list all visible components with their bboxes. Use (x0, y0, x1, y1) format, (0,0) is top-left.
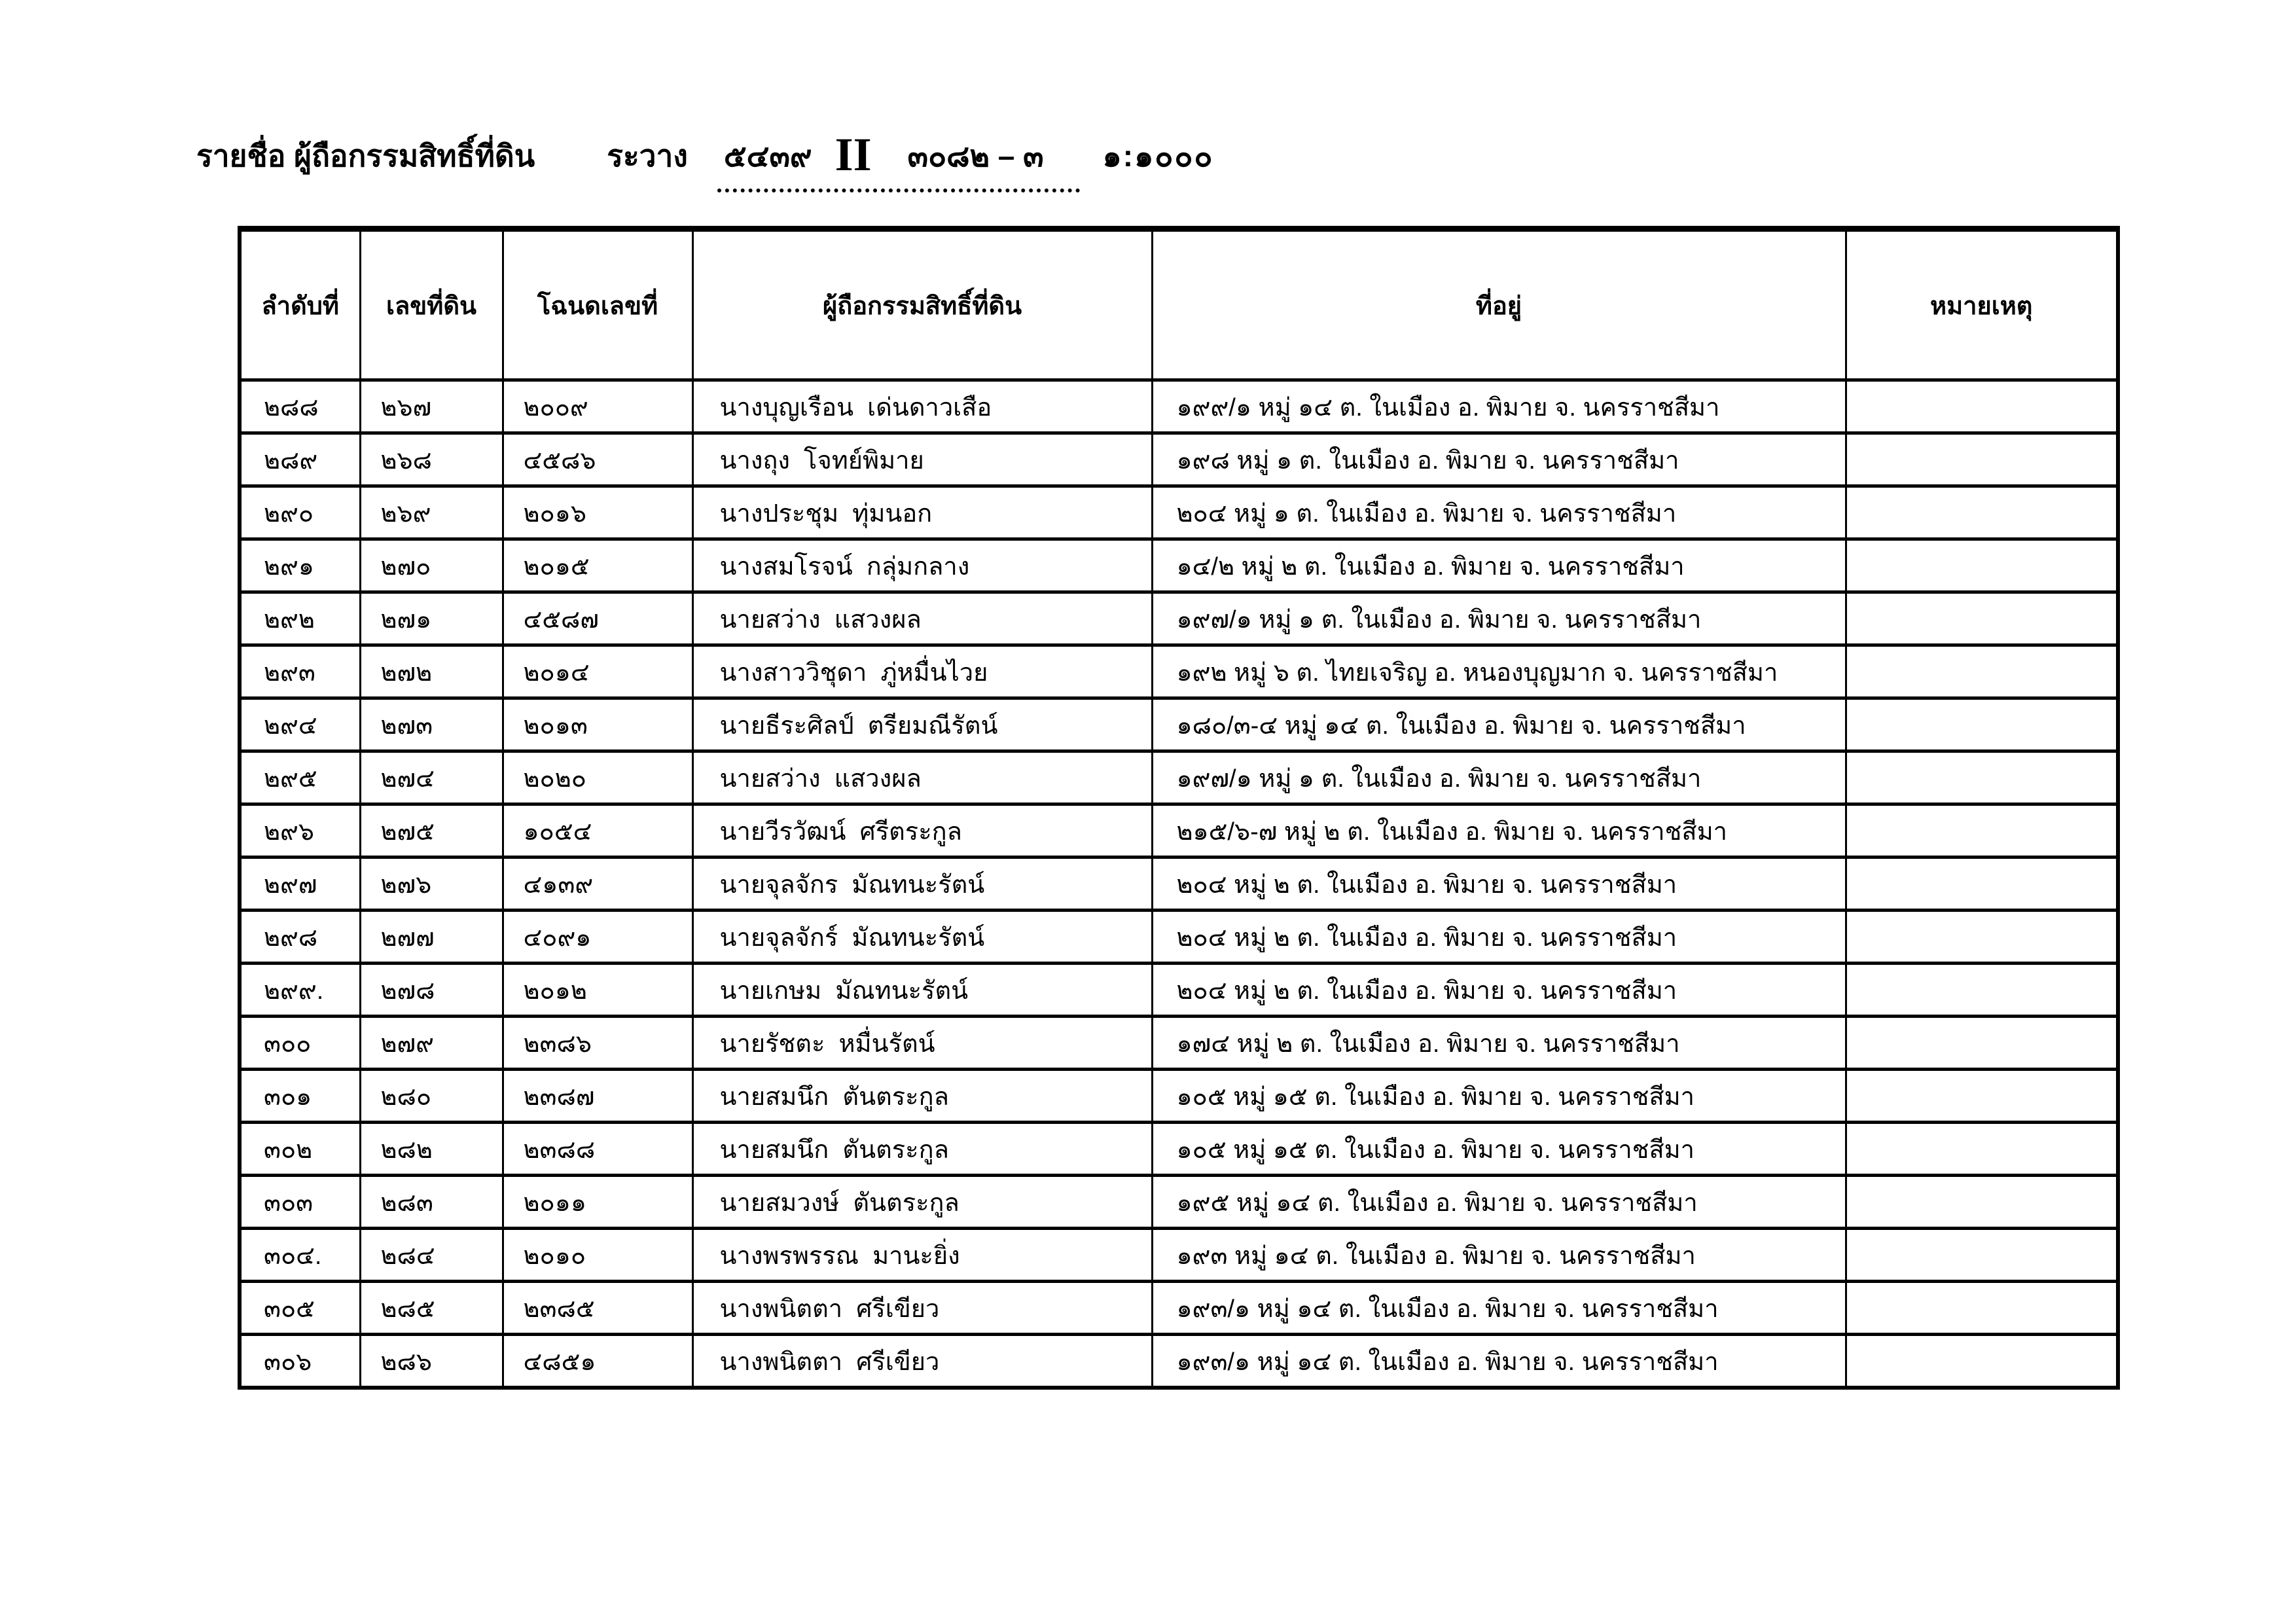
cell-remark (1846, 751, 2118, 804)
cell-remark (1846, 1335, 2118, 1388)
cell-address: ๒๑๕/๖-๗ หมู่ ๒ ต. ในเมือง อ. พิมาย จ. นครราชสีมา (1152, 804, 1846, 857)
cell-address: ๒๐๔ หมู่ ๑ ต. ในเมือง อ. พิมาย จ. นครราชสีมา (1152, 486, 1846, 539)
cell-deed-no: ๒๓๘๘ (503, 1123, 692, 1176)
cell-owner: นายจุลจักร มัณทนะรัตน์ (692, 857, 1152, 911)
cell-land-no: ๒๖๙ (360, 486, 503, 539)
cell-deed-no: ๒๐๑๕ (503, 539, 692, 592)
table-row (240, 911, 2118, 964)
cell-owner: นายสมวงษ์ ตันตระกูล (692, 1176, 1152, 1229)
cell-address: ๑๙๙/๑ หมู่ ๑๔ ต. ในเมือง อ. พิมาย จ. นครราชสีมา (1152, 380, 1846, 433)
cell-deed-no: ๒๐๑๒ (503, 964, 692, 1017)
cell-order-no: ๒๙๖ (240, 804, 360, 857)
cell-land-no: ๒๖๘ (360, 433, 503, 486)
cell-remark (1846, 1282, 2118, 1335)
header-land-no: เลขที่ดิน (360, 229, 503, 380)
cell-land-no: ๒๘๖ (360, 1335, 503, 1388)
cell-remark (1846, 486, 2118, 539)
title-map-scale: ๑:๑๐๐๐ (1102, 139, 1214, 173)
cell-address: ๒๐๔ หมู่ ๒ ต. ในเมือง อ. พิมาย จ. นครราชสีมา (1152, 964, 1846, 1017)
cell-owner: นายรัชตะ หมื่นรัตน์ (692, 1017, 1152, 1070)
cell-address: ๑๗๔ หมู่ ๒ ต. ในเมือง อ. พิมาย จ. นครราชสีมา (1152, 1017, 1846, 1070)
header-remark: หมายเหตุ (1846, 229, 2118, 380)
cell-address: ๑๙๓ หมู่ ๑๔ ต. ในเมือง อ. พิมาย จ. นครราชสีมา (1152, 1229, 1846, 1282)
cell-owner: นายสมนึก ตันตระกูล (692, 1123, 1152, 1176)
cell-remark (1846, 433, 2118, 486)
cell-land-no: ๒๗๖ (360, 857, 503, 911)
table-row (240, 751, 2118, 804)
cell-deed-no: ๔๕๘๖ (503, 433, 692, 486)
header-order-no: ลำดับที่ (240, 229, 360, 380)
header-address: ที่อยู่ (1152, 229, 1846, 380)
cell-deed-no: ๒๓๘๗ (503, 1070, 692, 1123)
cell-deed-no: ๒๐๑๓ (503, 698, 692, 751)
cell-land-no: ๒๗๐ (360, 539, 503, 592)
cell-land-no: ๒๘๒ (360, 1123, 503, 1176)
cell-deed-no: ๒๐๑๖ (503, 486, 692, 539)
table-row (240, 804, 2118, 857)
cell-address: ๒๐๔ หมู่ ๒ ต. ในเมือง อ. พิมาย จ. นครราชสีมา (1152, 911, 1846, 964)
cell-remark (1846, 857, 2118, 911)
cell-remark (1846, 698, 2118, 751)
cell-order-no: ๓๐๒ (240, 1123, 360, 1176)
cell-order-no: ๒๙๗ (240, 857, 360, 911)
cell-deed-no: ๒๐๒๐ (503, 751, 692, 804)
cell-address: ๑๙๒ หมู่ ๖ ต. ไทยเจริญ อ. หนองบุญมาก จ. นครราชสีมา (1152, 645, 1846, 698)
cell-order-no: ๓๐๖ (240, 1335, 360, 1388)
table-header-row (240, 229, 2118, 380)
cell-address: ๑๙๓/๑ หมู่ ๑๔ ต. ในเมือง อ. พิมาย จ. นครราชสีมา (1152, 1282, 1846, 1335)
cell-order-no: ๒๙๑ (240, 539, 360, 592)
cell-order-no: ๓๐๐ (240, 1017, 360, 1070)
cell-owner: นายเกษม มัณทนะรัตน์ (692, 964, 1152, 1017)
cell-owner: นายวีรวัฒน์ ศรีตระกูล (692, 804, 1152, 857)
cell-owner: นายจุลจักร์ มัณทนะรัตน์ (692, 911, 1152, 964)
title-sheet-group (717, 128, 1080, 192)
cell-remark (1846, 539, 2118, 592)
cell-deed-no: ๒๓๘๖ (503, 1017, 692, 1070)
cell-order-no: ๒๙๒ (240, 592, 360, 645)
cell-address: ๑๘๐/๓-๔ หมู่ ๑๔ ต. ในเมือง อ. พิมาย จ. นครราชสีมา (1152, 698, 1846, 751)
header-deed-no: โฉนดเลขที่ (503, 229, 692, 380)
cell-order-no: ๒๘๘ (240, 380, 360, 433)
cell-deed-no: ๔๑๓๙ (503, 857, 692, 911)
header-owner: ผู้ถือกรรมสิทธิ์ที่ดิน (692, 229, 1152, 380)
cell-land-no: ๒๗๘ (360, 964, 503, 1017)
cell-remark (1846, 1229, 2118, 1282)
cell-remark (1846, 1176, 2118, 1229)
cell-land-no: ๒๗๗ (360, 911, 503, 964)
cell-remark (1846, 1123, 2118, 1176)
cell-owner: นางพนิตตา ศรีเขียว (692, 1282, 1152, 1335)
cell-order-no: ๓๐๑ (240, 1070, 360, 1123)
table-row (240, 1229, 2118, 1282)
cell-owner: นางสาววิชุดา ภู่หมื่นไวย (692, 645, 1152, 698)
land-owner-table (238, 226, 2120, 1390)
cell-deed-no: ๔๘๕๑ (503, 1335, 692, 1388)
cell-land-no: ๒๘๕ (360, 1282, 503, 1335)
table-row (240, 592, 2118, 645)
cell-deed-no: ๒๓๘๕ (503, 1282, 692, 1335)
cell-address: ๑๙๕ หมู่ ๑๔ ต. ในเมือง อ. พิมาย จ. นครราชสีมา (1152, 1176, 1846, 1229)
cell-land-no: ๒๗๕ (360, 804, 503, 857)
table-row (240, 486, 2118, 539)
cell-remark (1846, 911, 2118, 964)
title-roman-numeral: II (834, 128, 872, 181)
cell-land-no: ๒๖๗ (360, 380, 503, 433)
cell-owner: นายสว่าง แสวงผล (692, 592, 1152, 645)
cell-owner: นางสมโรจน์ กลุ่มกลาง (692, 539, 1152, 592)
table-row (240, 1070, 2118, 1123)
table-row (240, 1176, 2118, 1229)
cell-land-no: ๒๗๑ (360, 592, 503, 645)
cell-land-no: ๒๘๓ (360, 1176, 503, 1229)
cell-deed-no: ๒๐๑๔ (503, 645, 692, 698)
cell-deed-no: ๑๐๕๔ (503, 804, 692, 857)
cell-remark (1846, 592, 2118, 645)
cell-order-no: ๒๙๓ (240, 645, 360, 698)
table-row (240, 380, 2118, 433)
cell-deed-no: ๔๐๙๑ (503, 911, 692, 964)
cell-owner: นางประชุม ทุ่มนอก (692, 486, 1152, 539)
table-row (240, 698, 2118, 751)
cell-remark (1846, 804, 2118, 857)
cell-remark (1846, 964, 2118, 1017)
title-sheet-number: ๕๔๓๙ (723, 139, 812, 173)
title-sheet-range: ๓๐๘๒ – ๓ (907, 139, 1044, 173)
table-row (240, 1123, 2118, 1176)
cell-address: ๑๐๕ หมู่ ๑๕ ต. ในเมือง อ. พิมาย จ. นครราชสีมา (1152, 1123, 1846, 1176)
cell-owner: นางพนิตตา ศรีเขียว (692, 1335, 1152, 1388)
title-prefix: รายชื่อ ผู้ถือกรรมสิทธิ์ที่ดิน (196, 139, 535, 173)
cell-owner: นางบุญเรือน เด่นดาวเสือ (692, 380, 1152, 433)
cell-owner: นางพรพรรณ มานะยิ่ง (692, 1229, 1152, 1282)
cell-land-no: ๒๘๔ (360, 1229, 503, 1282)
cell-remark (1846, 1070, 2118, 1123)
cell-remark (1846, 1017, 2118, 1070)
cell-land-no: ๒๗๓ (360, 698, 503, 751)
cell-deed-no: ๒๐๑๑ (503, 1176, 692, 1229)
cell-order-no: ๒๘๙ (240, 433, 360, 486)
cell-land-no: ๒๗๔ (360, 751, 503, 804)
cell-address: ๒๐๔ หมู่ ๒ ต. ในเมือง อ. พิมาย จ. นครราชสีมา (1152, 857, 1846, 911)
cell-remark (1846, 380, 2118, 433)
table-row (240, 433, 2118, 486)
cell-order-no: ๒๙๕ (240, 751, 360, 804)
cell-order-no: ๒๙๐ (240, 486, 360, 539)
cell-address: ๑๔/๒ หมู่ ๒ ต. ในเมือง อ. พิมาย จ. นครราชสีมา (1152, 539, 1846, 592)
cell-order-no: ๓๐๔. (240, 1229, 360, 1282)
table-row (240, 1335, 2118, 1388)
table-row (240, 645, 2118, 698)
table-row (240, 964, 2118, 1017)
cell-address: ๑๙๓/๑ หมู่ ๑๔ ต. ในเมือง อ. พิมาย จ. นครราชสีมา (1152, 1335, 1846, 1388)
title-ravang-label: ระวาง (607, 139, 688, 173)
table-row (240, 1017, 2118, 1070)
table-body (240, 380, 2118, 1388)
cell-owner: นางถุง โจทย์พิมาย (692, 433, 1152, 486)
cell-order-no: ๒๙๘ (240, 911, 360, 964)
cell-address: ๑๙๘ หมู่ ๑ ต. ในเมือง อ. พิมาย จ. นครราชสีมา (1152, 433, 1846, 486)
table-row (240, 857, 2118, 911)
cell-owner: นายสว่าง แสวงผล (692, 751, 1152, 804)
cell-address: ๑๐๕ หมู่ ๑๕ ต. ในเมือง อ. พิมาย จ. นครราชสีมา (1152, 1070, 1846, 1123)
cell-order-no: ๒๙๙. (240, 964, 360, 1017)
cell-land-no: ๒๗๒ (360, 645, 503, 698)
cell-order-no: ๓๐๓ (240, 1176, 360, 1229)
table-row (240, 1282, 2118, 1335)
cell-deed-no: ๒๐๑๐ (503, 1229, 692, 1282)
cell-land-no: ๒๘๐ (360, 1070, 503, 1123)
cell-remark (1846, 645, 2118, 698)
cell-deed-no: ๒๐๐๙ (503, 380, 692, 433)
cell-land-no: ๒๗๙ (360, 1017, 503, 1070)
cell-address: ๑๙๗/๑ หมู่ ๑ ต. ในเมือง อ. พิมาย จ. นครราชสีมา (1152, 592, 1846, 645)
table-row (240, 539, 2118, 592)
cell-owner: นายธีระศิลป์ ตรียมณีรัตน์ (692, 698, 1152, 751)
cell-owner: นายสมนึก ตันตระกูล (692, 1070, 1152, 1123)
page-title (196, 128, 1214, 192)
cell-order-no: ๒๙๔ (240, 698, 360, 751)
cell-address: ๑๙๗/๑ หมู่ ๑ ต. ในเมือง อ. พิมาย จ. นครราชสีมา (1152, 751, 1846, 804)
cell-order-no: ๓๐๕ (240, 1282, 360, 1335)
cell-deed-no: ๔๕๘๗ (503, 592, 692, 645)
